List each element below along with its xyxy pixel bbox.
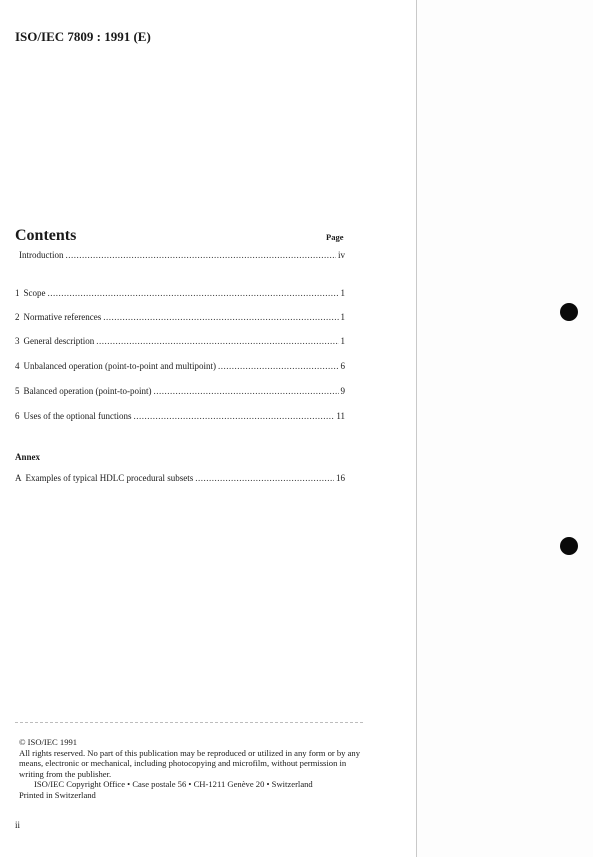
toc-entry-label: Examples of typical HDLC procedural subsets	[25, 473, 194, 483]
toc-entry-general-description[interactable]	[15, 336, 345, 346]
toc-entry-normative-references[interactable]	[15, 312, 345, 322]
toc-entry-annex-a[interactable]	[15, 473, 345, 483]
contents-title: Contents	[15, 227, 77, 244]
toc-entry-page: 1	[340, 336, 345, 346]
facing-page-edge	[416, 0, 593, 857]
annex-heading: Annex	[15, 452, 41, 462]
toc-entry-number: 1	[15, 288, 20, 298]
binder-hole-bottom	[560, 537, 578, 555]
toc-entry-page: 11	[336, 411, 345, 421]
leader-dots	[133, 411, 334, 421]
leader-dots	[103, 312, 338, 322]
copyright-divider	[15, 722, 363, 723]
page-number: ii	[15, 820, 21, 830]
toc-entry-page: iv	[337, 250, 345, 260]
leader-dots	[195, 473, 334, 483]
toc-entry-introduction[interactable]	[15, 250, 345, 260]
toc-entry-label: Normative references	[23, 312, 102, 322]
toc-entry-unbalanced-operation[interactable]	[15, 361, 345, 371]
copyright-office-address: ISO/IEC Copyright Office • Case postale 56 • CH-1211 Genève 20 • Switzerland	[34, 779, 313, 789]
toc-entry-label: General description	[23, 336, 95, 346]
leader-dots	[96, 336, 338, 346]
toc-entry-label: Unbalanced operation (point-to-point and multipoint)	[23, 361, 216, 371]
toc-entry-page: 1	[340, 288, 345, 298]
toc-entry-balanced-operation[interactable]	[15, 386, 345, 396]
toc-entry-page: 1	[340, 312, 345, 322]
copyright-notice: © ISO/IEC 1991	[19, 737, 78, 747]
toc-entry-label: Scope	[23, 288, 46, 298]
toc-entry-label: Introduction	[19, 250, 64, 260]
binder-hole-top	[560, 303, 578, 321]
document-id: ISO/IEC 7809 : 1991 (E)	[15, 29, 151, 44]
rights-statement: All rights reserved. No part of this publication may be reproduced or utilized in any form or by any means, electronic or mechanical, including photocopying and microfilm, without permission in writing from the publisher.	[19, 747, 361, 779]
toc-entry-number: 3	[15, 336, 20, 346]
toc-entry-number: 2	[15, 312, 20, 322]
leader-dots	[153, 386, 338, 396]
leader-dots	[48, 288, 339, 298]
toc-entry-optional-functions[interactable]	[15, 411, 345, 421]
printed-in: Printed in Switzerland	[19, 789, 96, 800]
page-column-label: Page	[326, 232, 344, 242]
toc-entry-number: 6	[15, 411, 20, 421]
copyright-block	[19, 737, 369, 800]
toc-entry-page: 9	[340, 386, 345, 396]
toc-entry-label: Uses of the optional functions	[23, 411, 132, 421]
toc-entry-number: A	[15, 473, 22, 483]
toc-entry-page: 6	[340, 361, 345, 371]
toc-entry-scope[interactable]	[15, 288, 345, 298]
toc-entry-number: 4	[15, 361, 20, 371]
toc-entry-page: 16	[336, 473, 345, 483]
leader-dots	[218, 361, 339, 371]
toc-entry-number: 5	[15, 386, 20, 396]
leader-dots	[66, 250, 336, 260]
toc-entry-label: Balanced operation (point-to-point)	[23, 386, 152, 396]
